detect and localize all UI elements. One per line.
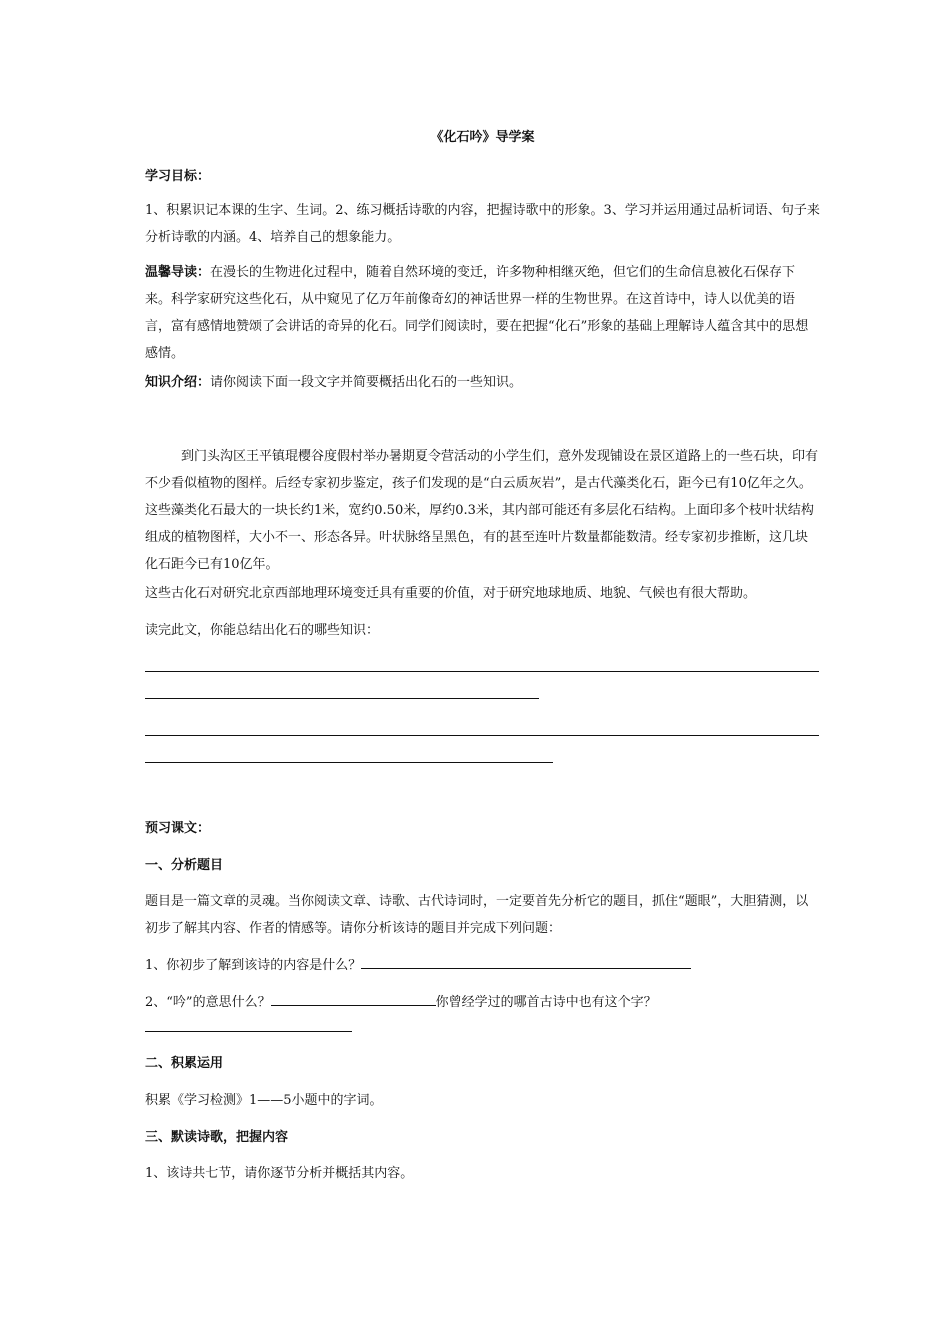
answer-line[interactable] (145, 1031, 352, 1032)
knowledge-paragraph (145, 369, 820, 396)
goals-text: 1、积累识记本课的生字、生词。2、练习概括诗歌的内容，把握诗歌中的形象。3、学习并运用通过品析词语、句子来分析诗歌的内涵。4、培养自己的想象能力。 (145, 203, 820, 245)
answer-blank[interactable] (271, 991, 436, 1006)
document-title: 《化石吟》导学案 (430, 130, 535, 145)
passage-paragraph-2: 这些古化石对研究北京西部地理环境变迁具有重要的价值，对于研究地球地质、地貌、气候也有很大帮助。 (145, 586, 757, 601)
section-3-text: 1、该诗共七节，请你逐节分析并概括其内容。 (145, 1166, 414, 1181)
answer-line[interactable] (145, 698, 539, 699)
passage-paragraph-1: 到门头沟区王平镇琨樱谷度假村举办暑期夏令营活动的小学生们，意外发现铺设在景区道路上的一些石块，印有不少看似植物的图样。后经专家初步鉴定，孩子们发现的是“白云质灰岩”，是古代藻类化石，距今已有10亿年之久。这些藻类化石最大的一块长约1米，宽约0.50米，厚约0.3米，其内部可能还有多层化石结构。上面印多个枝叶状结构组成的植物图样，大小不一、形态各异。叶状脉络呈黑色，有的甚至连叶片数量都能数清。经专家初步推断，这几块化石距今已有10亿年。 (145, 449, 819, 572)
preview-heading: 预习课文： (145, 821, 211, 836)
section-3-heading: 三、默读诗歌，把握内容 (145, 1130, 289, 1145)
guide-paragraph (145, 259, 820, 367)
question-2a-text: 2、“吟”的意思什么？ (145, 995, 271, 1010)
question-2 (145, 989, 820, 1016)
guide-text: 在漫长的生物进化过程中，随着自然环境的变迁，许多物种相继灭绝，但它们的生命信息被化石保存下来。科学家研究这些化石，从中窥见了亿万年前像奇幻的神话世界一样的生物世界。在这首诗中，诗人以优美的语言，富有感情地赞颂了会讲话的奇异的化石。同学们阅读时，要在把握“化石”形象的基础上理解诗人蕴含其中的思想感情。 (145, 265, 809, 361)
question-1 (145, 952, 820, 979)
guide-label: 温馨导读： (145, 265, 211, 280)
question-1-text: 1、你初步了解到该诗的内容是什么？ (145, 958, 362, 973)
passage-question: 读完此文，你能总结出化石的哪些知识： (145, 623, 380, 638)
section-1-intro: 题目是一篇文章的灵魂。当你阅读文章、诗歌、古代诗词时，一定要首先分析它的题目，抓住“题眼”，大胆猜测，以初步了解其内容、作者的情感等。请你分析该诗的题目并完成下列问题： (145, 894, 809, 936)
section-1-heading: 一、分析题目 (145, 858, 224, 873)
answer-blank[interactable] (361, 954, 691, 969)
question-2b-text: 你曾经学过的哪首古诗中也有这个字？ (435, 995, 657, 1010)
goals-heading: 学习目标： (145, 169, 211, 184)
section-2-text: 积累《学习检测》1——5小题中的字词。 (145, 1093, 383, 1108)
knowledge-label: 知识介绍： (145, 375, 211, 390)
answer-line[interactable] (145, 762, 553, 763)
answer-line[interactable] (145, 671, 819, 672)
section-2-heading: 二、积累运用 (145, 1056, 224, 1071)
knowledge-text: 请你阅读下面一段文字并简要概括出化石的一些知识。 (210, 375, 523, 390)
answer-line[interactable] (145, 735, 819, 736)
